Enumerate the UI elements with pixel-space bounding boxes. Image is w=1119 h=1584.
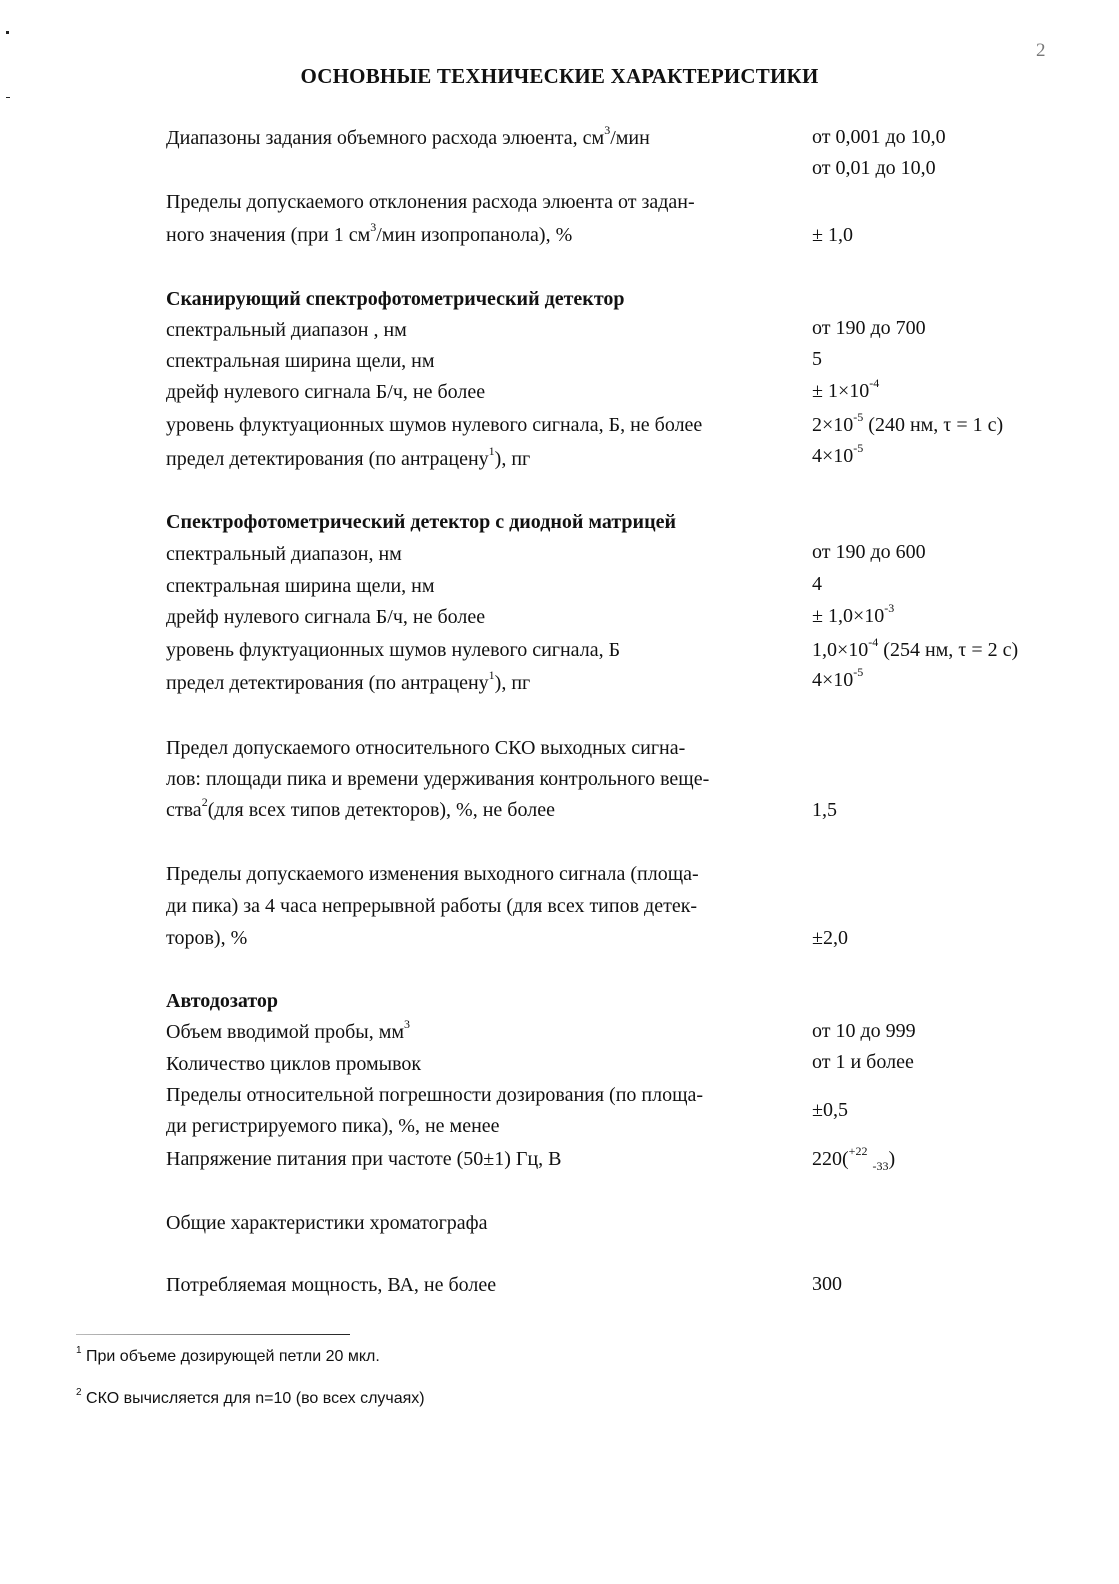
- footnote-2: $^2$ СКО вычисляется для n=10 (во всех случаях): [76, 1386, 425, 1407]
- diode-spectral-range-label: спектральный диапазон, нм: [166, 543, 402, 565]
- footnote-divider: [76, 1334, 350, 1335]
- dosing-error-value: ±0,5: [812, 1099, 848, 1121]
- diode-detection-limit-label: предел детектирования (по антрацену$^1$), пг: [166, 668, 531, 694]
- scanning-spectral-range-value: от 190 до 700: [812, 317, 926, 339]
- flow-range-value-1: от 0,001 до 10,0: [812, 126, 946, 148]
- footnote-1: $^1$ При объеме дозирующей петли 20 мкл.: [76, 1344, 380, 1365]
- scan-artifact-dash: [6, 97, 10, 98]
- scanning-noise-value: $2\times 10^{-5}$ (240 нм, τ = 1 с): [812, 410, 1004, 436]
- scanning-slit-width-label: спектральная ширина щели, нм: [166, 350, 435, 372]
- rsd-label-line3: ства$^2$(для всех типов детекторов), %, не более: [166, 795, 555, 821]
- signal-change-label-line1: Пределы допускаемого изменения выходного сигнала (площа-: [166, 863, 699, 885]
- diode-spectral-range-value: от 190 до 600: [812, 541, 926, 563]
- signal-change-label-line3: торов), %: [166, 927, 248, 949]
- signal-change-label-line2: ди пика) за 4 часа непрерывной работы (для всех типов детек-: [166, 895, 698, 917]
- deviation-value: ± 1,0: [812, 224, 853, 246]
- signal-change-value: ±2,0: [812, 927, 848, 949]
- scan-artifact-dot: [6, 31, 9, 34]
- diode-detection-limit-value: $4\times 10^{-5}$: [812, 665, 864, 691]
- rsd-value: 1,5: [812, 799, 837, 821]
- general-characteristics-heading: Общие характеристики хроматографа: [166, 1212, 488, 1234]
- diode-drift-value: ± $1,0\times 10^{-3}$: [812, 601, 895, 627]
- deviation-label-line1: Пределы допускаемого отклонения расхода элюента от задан-: [166, 191, 695, 213]
- sample-volume-value: от 10 до 999: [812, 1020, 916, 1042]
- supply-voltage-value: 220($^{+22}$ $_{-33}$): [812, 1144, 896, 1173]
- supply-voltage-label: Напряжение питания при частоте (50±1) Гц, В: [166, 1148, 562, 1170]
- scanning-detector-heading: Сканирующий спектрофотометрический детектор: [166, 288, 625, 310]
- scanning-drift-value: ± $1\times 10^{-4}$: [812, 376, 880, 402]
- wash-cycles-value: от 1 и более: [812, 1051, 914, 1073]
- flow-range-value-2: от 0,01 до 10,0: [812, 157, 936, 179]
- scanning-detection-limit-value: $4\times 10^{-5}$: [812, 441, 864, 467]
- power-consumption-label: Потребляемая мощность, ВА, не более: [166, 1274, 497, 1296]
- page-title: ОСНОВНЫЕ ТЕХНИЧЕСКИЕ ХАРАКТЕРИСТИКИ: [300, 64, 819, 88]
- scanning-noise-label: уровень флуктуационных шумов нулевого сигнала, Б, не более: [166, 414, 703, 436]
- autosampler-heading: Автодозатор: [166, 990, 279, 1012]
- dosing-error-label-line1: Пределы относительной погрешности дозирования (по площа-: [166, 1084, 704, 1106]
- deviation-label-line2: ного значения (при 1 $см^3$/мин изопропанола), %: [166, 220, 573, 246]
- diode-slit-width-value: 4: [812, 573, 822, 595]
- rsd-label-line1: Предел допускаемого относительного СКО выходных сигна-: [166, 737, 686, 759]
- diode-detector-heading: Спектрофотометрический детектор с диодной матрицей: [166, 511, 676, 533]
- scanning-detection-limit-label: предел детектирования (по антрацену$^1$), пг: [166, 444, 531, 470]
- rsd-label-line2: лов: площади пика и времени удерживания контрольного веще-: [166, 768, 710, 790]
- power-consumption-value: 300: [812, 1273, 842, 1295]
- diode-noise-value: $1,0\times 10^{-4}$ (254 нм, τ = 2 с): [812, 635, 1019, 661]
- scanning-drift-label: дрейф нулевого сигнала Б/ч, не более: [166, 381, 486, 403]
- wash-cycles-label: Количество циклов промывок: [166, 1053, 422, 1075]
- diode-noise-label: уровень флуктуационных шумов нулевого сигнала, Б: [166, 639, 621, 661]
- page-number: 2: [1036, 40, 1046, 61]
- flow-range-label: Диапазоны задания объемного расхода элюента, $см^3$/мин: [166, 123, 650, 149]
- dosing-error-label-line2: ди регистрируемого пика), %, не менее: [166, 1115, 500, 1137]
- diode-slit-width-label: спектральная ширина щели, нм: [166, 575, 435, 597]
- scanning-slit-width-value: 5: [812, 348, 822, 370]
- sample-volume-label: Объем вводимой пробы, $мм^3$: [166, 1017, 411, 1043]
- scanning-spectral-range-label: спектральный диапазон , нм: [166, 319, 407, 341]
- diode-drift-label: дрейф нулевого сигнала Б/ч, не более: [166, 606, 486, 628]
